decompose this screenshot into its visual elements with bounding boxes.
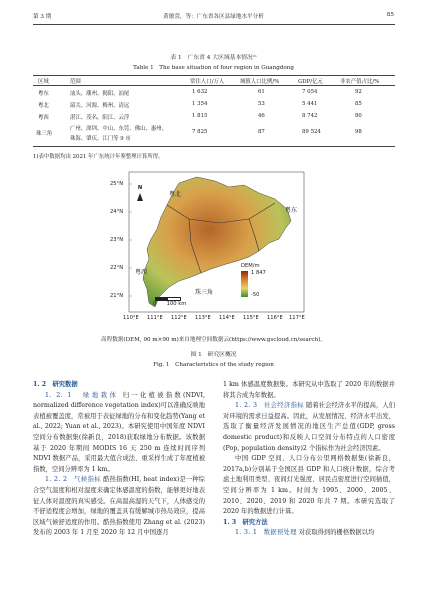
lon-label: 114°E bbox=[219, 315, 235, 321]
row-urban-ratio: 46 bbox=[258, 113, 265, 119]
paragraph-text: 1 km 体感温度数据集。本研究从中选取了 2020 年的数据并将其合成为年数据。 bbox=[223, 381, 395, 399]
lat-label: 25°N bbox=[110, 181, 124, 187]
row-population: 1 354 bbox=[192, 101, 208, 107]
row-population: 7 825 bbox=[192, 129, 208, 135]
table-bottom-rule bbox=[33, 146, 395, 147]
row-urban-ratio: 61 bbox=[258, 89, 265, 95]
row-gdp: 8 742 bbox=[302, 113, 318, 119]
table-note: 1)表中数据均由 2021 年广东统计年鉴整理计算所得。 bbox=[33, 154, 164, 160]
paragraph bbox=[33, 391, 205, 476]
row-nonag-share: 92 bbox=[355, 89, 362, 95]
paragraph-text: 酷热指数(HI, heat index)是一种综合空气温度和相对湿度来确定体感温度的指数，能够更好地表征人体对温度的真实感受。在高温高湿的天气下，人体感受的不舒适程度会增加，绿地的覆盖具有缓解城市热岛效应，提高区域气候舒适度的作用。酷热指数使用 Zhang et al. (2023)发布的 2003 年 1 月至 2020 年 12 月中国逐月 bbox=[33, 476, 205, 537]
lon-label: 116°E bbox=[267, 315, 283, 321]
paragraph bbox=[33, 475, 205, 539]
legend-colorbar bbox=[241, 271, 248, 297]
row-nonag-share: 85 bbox=[355, 101, 362, 107]
running-title: 黄敏萱，等：广东省各区县绿地水平分析 bbox=[163, 14, 264, 20]
figure1-caption-en: Fig. 1 Characteristics of the study region bbox=[153, 362, 274, 368]
page-number: 85 bbox=[386, 12, 394, 18]
scale-label: 0 100 km bbox=[153, 301, 187, 307]
table-head-rule bbox=[33, 85, 395, 86]
north-arrow-icon: N bbox=[135, 174, 145, 201]
lon-label: 110°E bbox=[123, 315, 139, 321]
th-scope: 范围 bbox=[70, 79, 81, 85]
lat-label: 23°N bbox=[110, 237, 124, 243]
row-urban-ratio: 87 bbox=[258, 129, 265, 135]
study-region-map bbox=[109, 169, 307, 327]
table1-caption-cn: 表 1 广东省 4 大区域基本情况¹⁾ bbox=[170, 55, 257, 61]
lon-label: 113°E bbox=[195, 315, 211, 321]
header-rule bbox=[33, 24, 395, 25]
legend-max: 1 847 bbox=[251, 270, 266, 276]
row-scope-line2: 珠海、肇庆、江门等 9 市 bbox=[70, 136, 131, 142]
section-heading: 1. 2 研究数据 bbox=[33, 381, 78, 388]
row-scope: 广州、深圳、中山、东莞、佛山、惠州、 bbox=[70, 126, 168, 132]
figure1-caption-cn: 图 1 研究区概况 bbox=[190, 352, 237, 358]
th-region: 区域 bbox=[38, 79, 49, 85]
issue-number: 第 3 期 bbox=[33, 14, 52, 20]
th-urban-ratio: 城镇人口比例/% bbox=[240, 79, 280, 85]
paragraph-text: 对获取得到的栅格数据以均 bbox=[298, 529, 375, 537]
lon-label: 117°E bbox=[289, 315, 305, 321]
lat-label: 22°N bbox=[110, 265, 124, 271]
subsection-title: 1. 2. 2 气候指标 bbox=[45, 476, 102, 484]
section-heading: 1. 3 研究方法 bbox=[223, 518, 268, 526]
row-nonag-share: 80 bbox=[355, 113, 362, 119]
paragraph-text: 随着社会经济水平的提高，人们对环境的需求日益提高。因此，从发展情况、经济水平出发，选取了衡量经济发展情况的地区生产总值(GDP, gross domestic product)和反映人口空间分布特点的人口密度(Pop, population density)2 个指标作为社会经济因素。 bbox=[223, 402, 395, 452]
region-label-north: 粤北 bbox=[169, 191, 182, 198]
row-region: 粤西 bbox=[38, 115, 49, 121]
region-label-east: 粤东 bbox=[285, 207, 298, 214]
row-population: 1 815 bbox=[192, 113, 208, 119]
row-scope: 汕头、潮州、揭阳、汕尾 bbox=[70, 91, 130, 97]
row-gdp: 89 524 bbox=[302, 129, 321, 135]
row-population: 1 632 bbox=[192, 89, 208, 95]
row-region: 粤东 bbox=[38, 91, 49, 97]
th-gdp: GDP/亿元 bbox=[298, 79, 323, 85]
lat-label: 24°N bbox=[110, 209, 124, 215]
row-region: 珠三角 bbox=[36, 131, 53, 137]
left-column bbox=[33, 380, 205, 539]
table-top-rule bbox=[33, 75, 395, 76]
region-label-west: 粤西 bbox=[135, 269, 148, 276]
row-gdp: 7 054 bbox=[302, 89, 318, 95]
row-urban-ratio: 53 bbox=[258, 101, 265, 107]
row-scope: 韶关、河源、梅州、清远 bbox=[70, 103, 130, 109]
legend-min: -50 bbox=[251, 292, 260, 298]
row-nonag-share: 98 bbox=[355, 129, 362, 135]
th-nonag-share: 非农产值占比/% bbox=[340, 79, 380, 85]
paragraph-text: 归一化植被指数(NDVI, normalized difference vegetation index)可以准确反映地表植被覆盖度，常被用于表征绿地的分布和变化趋势(Yang et al., 2022; Yuan et al., 2023)。本研究使用中国年度 NDVI 空间分布数据集(徐新良，2018)获取绿地分布数据。该数据基于 2020 年期间 MODIS 16 天 250 m 连续时间序列 NDVI 数据产品，采用最大值合成法、重采样生成了年度植被指数，空间分辨率为 1 km。 bbox=[33, 391, 205, 473]
lat-label: 21°N bbox=[110, 293, 124, 299]
lon-label: 111°E bbox=[147, 315, 163, 321]
subsection-title: 1. 3. 1 数据预处理 bbox=[235, 529, 297, 537]
th-population: 常住人口/万人 bbox=[190, 79, 225, 85]
paragraph bbox=[223, 401, 395, 454]
legend-title: DEM/m bbox=[241, 263, 260, 269]
table1-caption-en: Table 1 The base situation of four region in Guangdong bbox=[133, 65, 294, 71]
region-label-prd: 珠三角 bbox=[195, 289, 214, 296]
paragraph-text: 中国 GDP 空间、人口分布公里网格数据集(徐新良，2017a,b)分别基于全国区县 GDP 和人口统计数据，综合考虑土地利用类型、夜间灯光强度、居民点密度进行空间插值，空间分辨率为 1 km。时间为 1995、2000、2005、2010、2020、2019 和 2020 年共 7 期。本研究选取了 2020 年的数据进行计算。 bbox=[223, 455, 395, 516]
subsection-title: 1. 2. 1 绿地栽体 bbox=[45, 391, 119, 399]
subsection-title: 1. 2. 3 社会经济指标 bbox=[235, 402, 304, 410]
row-gdp: 5 441 bbox=[302, 101, 318, 107]
lon-label: 112°E bbox=[171, 315, 187, 321]
lon-label: 115°E bbox=[243, 315, 259, 321]
figure-source: 高程数据(DEM, 90 m×90 m)来自地理空间数据云(https://www.gscloud.cn/search)。 bbox=[101, 337, 326, 343]
paragraph bbox=[223, 528, 395, 539]
right-column bbox=[223, 380, 395, 539]
row-scope: 湛江、茂名、阳江、云浮 bbox=[70, 115, 130, 121]
row-region: 粤北 bbox=[38, 103, 49, 109]
